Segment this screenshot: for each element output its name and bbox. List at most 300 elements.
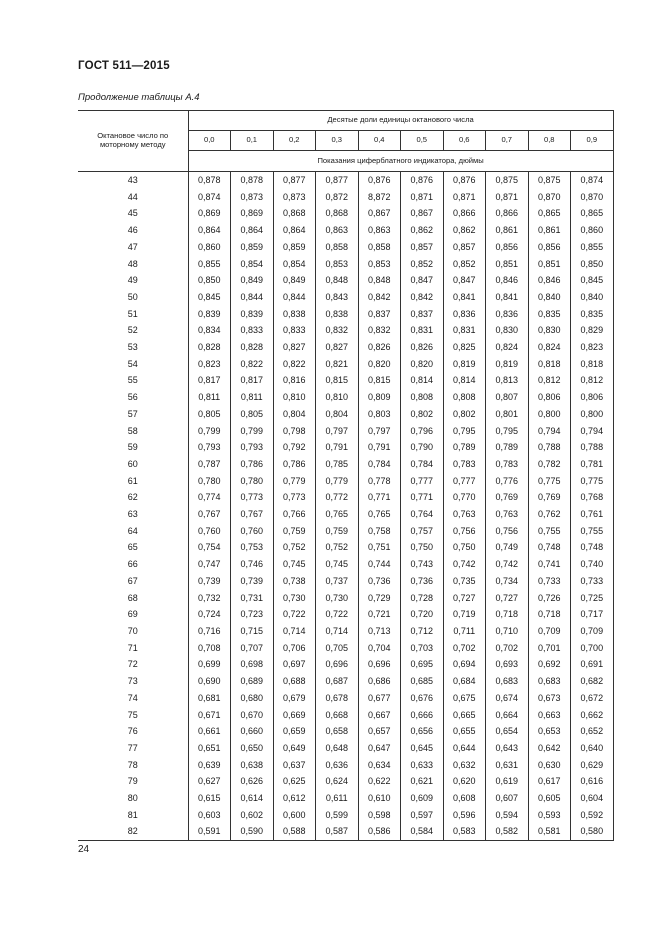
dial-value-cell: 0,766 xyxy=(273,506,316,523)
octane-number-cell: 69 xyxy=(78,606,188,623)
dial-value-cell: 0,870 xyxy=(528,189,571,206)
dial-value-cell: 0,871 xyxy=(401,189,444,206)
octane-number-cell: 71 xyxy=(78,640,188,657)
dial-value-cell: 0,713 xyxy=(358,623,401,640)
dial-value-cell: 0,727 xyxy=(486,590,529,607)
dial-value-cell: 0,820 xyxy=(358,356,401,373)
dial-value-cell: 0,806 xyxy=(528,389,571,406)
dial-value-cell: 0,863 xyxy=(316,222,359,239)
dial-value-cell: 0,835 xyxy=(528,306,571,323)
dial-value-cell: 0,736 xyxy=(358,573,401,590)
dial-value-cell: 0,866 xyxy=(486,205,529,222)
dial-value-cell: 0,684 xyxy=(443,673,486,690)
dial-value-cell: 0,870 xyxy=(571,189,614,206)
dial-value-cell: 0,745 xyxy=(316,556,359,573)
dial-value-cell: 0,805 xyxy=(231,406,274,423)
dial-value-cell: 0,686 xyxy=(358,673,401,690)
dial-value-cell: 0,659 xyxy=(273,723,316,740)
octane-number-cell: 52 xyxy=(78,322,188,339)
dial-value-cell: 0,621 xyxy=(401,773,444,790)
dial-value-cell: 0,798 xyxy=(273,423,316,440)
dial-value-cell: 0,769 xyxy=(486,489,529,506)
dial-value-cell: 0,831 xyxy=(401,322,444,339)
dial-value-cell: 0,773 xyxy=(273,489,316,506)
dial-value-cell: 0,735 xyxy=(443,573,486,590)
dial-value-cell: 0,722 xyxy=(316,606,359,623)
dial-value-cell: 0,781 xyxy=(571,456,614,473)
dial-value-cell: 0,674 xyxy=(486,690,529,707)
dial-value-cell: 0,603 xyxy=(188,807,231,824)
octane-number-cell: 44 xyxy=(78,189,188,206)
dial-value-cell: 0,666 xyxy=(401,707,444,724)
dial-value-cell: 0,675 xyxy=(443,690,486,707)
dial-value-cell: 0,828 xyxy=(231,339,274,356)
dial-value-cell: 0,867 xyxy=(401,205,444,222)
dial-value-cell: 0,750 xyxy=(401,539,444,556)
table-row xyxy=(78,372,613,389)
dial-value-cell: 0,824 xyxy=(528,339,571,356)
dial-value-cell: 0,639 xyxy=(188,757,231,774)
dial-value-cell: 0,692 xyxy=(528,656,571,673)
dial-value-cell: 0,747 xyxy=(188,556,231,573)
dial-value-cell: 0,598 xyxy=(358,807,401,824)
dial-value-cell: 0,741 xyxy=(528,556,571,573)
table-row xyxy=(78,322,613,339)
dial-value-cell: 0,607 xyxy=(486,790,529,807)
dial-value-cell: 0,848 xyxy=(316,272,359,289)
dial-value-cell: 0,784 xyxy=(358,456,401,473)
dial-value-cell: 0,852 xyxy=(401,256,444,273)
dial-value-cell: 0,837 xyxy=(401,306,444,323)
octane-number-cell: 59 xyxy=(78,439,188,456)
dial-value-cell: 0,857 xyxy=(401,239,444,256)
dial-value-cell: 0,758 xyxy=(358,523,401,540)
dial-value-cell: 0,838 xyxy=(316,306,359,323)
dial-value-cell: 0,821 xyxy=(316,356,359,373)
tenths-header-cell: 0,9 xyxy=(571,131,614,151)
dial-value-cell: 0,783 xyxy=(486,456,529,473)
octane-number-cell: 76 xyxy=(78,723,188,740)
dial-value-cell: 0,810 xyxy=(316,389,359,406)
tenths-header-cell: 0,3 xyxy=(316,131,359,151)
dial-value-cell: 0,877 xyxy=(273,172,316,189)
dial-value-cell: 0,703 xyxy=(401,640,444,657)
dial-value-cell: 0,827 xyxy=(316,339,359,356)
dial-value-cell: 0,865 xyxy=(528,205,571,222)
dial-value-cell: 0,746 xyxy=(231,556,274,573)
dial-value-cell: 0,864 xyxy=(231,222,274,239)
dial-value-cell: 0,779 xyxy=(316,473,359,490)
dial-value-cell: 0,759 xyxy=(273,523,316,540)
dial-value-cell: 0,661 xyxy=(188,723,231,740)
dial-value-cell: 0,697 xyxy=(273,656,316,673)
dial-value-cell: 0,792 xyxy=(273,439,316,456)
dial-value-cell: 0,721 xyxy=(358,606,401,623)
dial-value-cell: 0,709 xyxy=(571,623,614,640)
dial-value-cell: 0,799 xyxy=(231,423,274,440)
octane-number-cell: 82 xyxy=(78,823,188,840)
table-row xyxy=(78,256,613,273)
dial-value-cell: 0,597 xyxy=(401,807,444,824)
table-row xyxy=(78,723,613,740)
dial-value-cell: 0,604 xyxy=(571,790,614,807)
dial-value-cell: 0,818 xyxy=(528,356,571,373)
dial-value-cell: 0,732 xyxy=(188,590,231,607)
dial-value-cell: 0,780 xyxy=(188,473,231,490)
table-row xyxy=(78,456,613,473)
dial-value-cell: 0,757 xyxy=(401,523,444,540)
dial-value-cell: 0,841 xyxy=(443,289,486,306)
dial-value-cell: 0,714 xyxy=(273,623,316,640)
dial-value-cell: 0,862 xyxy=(443,222,486,239)
octane-number-cell: 53 xyxy=(78,339,188,356)
tenths-header-cell: 0,5 xyxy=(401,131,444,151)
dial-value-cell: 0,748 xyxy=(571,539,614,556)
dial-value-cell: 0,856 xyxy=(528,239,571,256)
dial-value-cell: 0,875 xyxy=(486,172,529,189)
dial-value-cell: 0,861 xyxy=(528,222,571,239)
dial-value-cell: 0,861 xyxy=(486,222,529,239)
dial-value-cell: 0,874 xyxy=(188,189,231,206)
dial-value-cell: 0,772 xyxy=(316,489,359,506)
dial-value-cell: 0,805 xyxy=(188,406,231,423)
dial-value-cell: 0,858 xyxy=(316,239,359,256)
dial-value-cell: 0,830 xyxy=(486,322,529,339)
table-row xyxy=(78,556,613,573)
dial-value-cell: 0,812 xyxy=(528,372,571,389)
octane-number-cell: 80 xyxy=(78,790,188,807)
dial-value-cell: 0,647 xyxy=(358,740,401,757)
dial-value-cell: 0,752 xyxy=(273,539,316,556)
table-row xyxy=(78,339,613,356)
dial-value-cell: 0,714 xyxy=(316,623,359,640)
octane-number-cell: 72 xyxy=(78,656,188,673)
dial-value-cell: 0,649 xyxy=(273,740,316,757)
dial-value-cell: 0,755 xyxy=(571,523,614,540)
dial-value-cell: 0,584 xyxy=(401,823,444,840)
dial-value-cell: 0,662 xyxy=(571,707,614,724)
dial-value-cell: 0,867 xyxy=(358,205,401,222)
dial-value-cell: 0,803 xyxy=(358,406,401,423)
dial-value-cell: 0,596 xyxy=(443,807,486,824)
dial-value-cell: 0,748 xyxy=(528,539,571,556)
dial-value-cell: 0,587 xyxy=(316,823,359,840)
dial-value-cell: 0,828 xyxy=(188,339,231,356)
dial-value-cell: 0,581 xyxy=(528,823,571,840)
dial-value-cell: 0,840 xyxy=(571,289,614,306)
octane-number-cell: 74 xyxy=(78,690,188,707)
dial-value-cell: 0,773 xyxy=(231,489,274,506)
dial-value-cell: 0,847 xyxy=(401,272,444,289)
dial-value-cell: 0,871 xyxy=(443,189,486,206)
dial-value-cell: 0,717 xyxy=(571,606,614,623)
dial-value-cell: 0,706 xyxy=(273,640,316,657)
dial-value-cell: 0,704 xyxy=(358,640,401,657)
dial-value-cell: 0,878 xyxy=(231,172,274,189)
dial-value-cell: 0,869 xyxy=(231,205,274,222)
dial-value-cell: 0,808 xyxy=(443,389,486,406)
table-row xyxy=(78,707,613,724)
dial-value-cell: 0,626 xyxy=(231,773,274,790)
dial-value-cell: 0,797 xyxy=(358,423,401,440)
octane-number-cell: 55 xyxy=(78,372,188,389)
table-row xyxy=(78,757,613,774)
dial-value-cell: 0,655 xyxy=(443,723,486,740)
table-row xyxy=(78,807,613,824)
octane-number-cell: 70 xyxy=(78,623,188,640)
dial-value-cell: 0,808 xyxy=(401,389,444,406)
dial-value-cell: 0,771 xyxy=(401,489,444,506)
dial-value-cell: 0,824 xyxy=(486,339,529,356)
table-row xyxy=(78,172,613,189)
dial-value-cell: 0,681 xyxy=(188,690,231,707)
table-row xyxy=(78,205,613,222)
dial-value-cell: 0,624 xyxy=(316,773,359,790)
octane-number-cell: 49 xyxy=(78,272,188,289)
dial-value-cell: 0,864 xyxy=(273,222,316,239)
dial-value-cell: 0,761 xyxy=(571,506,614,523)
dial-value-cell: 0,749 xyxy=(486,539,529,556)
dial-value-cell: 0,650 xyxy=(231,740,274,757)
dial-value-cell: 0,877 xyxy=(316,172,359,189)
dial-value-cell: 0,617 xyxy=(528,773,571,790)
dial-value-cell: 0,705 xyxy=(316,640,359,657)
table-row xyxy=(78,406,613,423)
octane-number-cell: 57 xyxy=(78,406,188,423)
dial-value-cell: 0,854 xyxy=(273,256,316,273)
dial-value-cell: 0,690 xyxy=(188,673,231,690)
dial-value-cell: 0,839 xyxy=(231,306,274,323)
dial-value-cell: 0,660 xyxy=(231,723,274,740)
dial-value-cell: 0,742 xyxy=(486,556,529,573)
dial-value-cell: 0,632 xyxy=(443,757,486,774)
dial-value-cell: 0,678 xyxy=(316,690,359,707)
dial-value-cell: 0,611 xyxy=(316,790,359,807)
dial-value-cell: 0,850 xyxy=(188,272,231,289)
dial-value-cell: 0,588 xyxy=(273,823,316,840)
dial-value-cell: 0,864 xyxy=(188,222,231,239)
dial-value-cell: 0,833 xyxy=(231,322,274,339)
octane-number-cell: 45 xyxy=(78,205,188,222)
dial-value-cell: 0,590 xyxy=(231,823,274,840)
dial-value-cell: 0,853 xyxy=(316,256,359,273)
dial-value-cell: 0,620 xyxy=(443,773,486,790)
dial-value-cell: 0,653 xyxy=(528,723,571,740)
octane-number-cell: 68 xyxy=(78,590,188,607)
dial-value-cell: 0,702 xyxy=(486,640,529,657)
dial-value-cell: 0,696 xyxy=(316,656,359,673)
dial-value-cell: 0,702 xyxy=(443,640,486,657)
dial-value-cell: 0,677 xyxy=(358,690,401,707)
dial-value-cell: 0,817 xyxy=(231,372,274,389)
dial-value-cell: 0,630 xyxy=(528,757,571,774)
dial-value-cell: 0,586 xyxy=(358,823,401,840)
dial-value-cell: 0,726 xyxy=(528,590,571,607)
dial-value-cell: 0,839 xyxy=(188,306,231,323)
dial-value-cell: 0,663 xyxy=(528,707,571,724)
dial-value-cell: 0,708 xyxy=(188,640,231,657)
tenths-header-cell: 0,8 xyxy=(528,131,571,151)
dial-value-cell: 0,729 xyxy=(358,590,401,607)
dial-value-cell: 0,783 xyxy=(443,456,486,473)
table-row xyxy=(78,356,613,373)
table-row xyxy=(78,640,613,657)
dial-value-cell: 0,605 xyxy=(528,790,571,807)
table-caption: Продолжение таблицы А.4 xyxy=(78,92,200,103)
dial-value-cell: 0,711 xyxy=(443,623,486,640)
dial-value-cell: 0,812 xyxy=(571,372,614,389)
dial-value-cell: 0,859 xyxy=(273,239,316,256)
dial-value-cell: 0,744 xyxy=(358,556,401,573)
dial-value-cell: 0,855 xyxy=(571,239,614,256)
dial-value-cell: 0,696 xyxy=(358,656,401,673)
dial-value-cell: 0,847 xyxy=(443,272,486,289)
octane-number-cell: 77 xyxy=(78,740,188,757)
dial-value-cell: 0,682 xyxy=(571,673,614,690)
dial-value-cell: 0,834 xyxy=(188,322,231,339)
dial-value-cell: 0,689 xyxy=(231,673,274,690)
dial-value-cell: 0,832 xyxy=(358,322,401,339)
dial-value-cell: 0,788 xyxy=(571,439,614,456)
dial-value-cell: 0,640 xyxy=(571,740,614,757)
table-row xyxy=(78,189,613,206)
dial-value-cell: 0,770 xyxy=(443,489,486,506)
dial-value-cell: 0,858 xyxy=(358,239,401,256)
dial-value-cell: 0,730 xyxy=(316,590,359,607)
dial-value-cell: 0,583 xyxy=(443,823,486,840)
table-row xyxy=(78,222,613,239)
dial-value-cell: 0,776 xyxy=(486,473,529,490)
dial-value-cell: 0,846 xyxy=(486,272,529,289)
dial-value-cell: 0,614 xyxy=(231,790,274,807)
table-row xyxy=(78,473,613,490)
octane-number-cell: 43 xyxy=(78,172,188,189)
dial-value-cell: 0,795 xyxy=(443,423,486,440)
octane-number-cell: 60 xyxy=(78,456,188,473)
dial-value-cell: 0,793 xyxy=(231,439,274,456)
table-row xyxy=(78,573,613,590)
dial-value-cell: 0,844 xyxy=(273,289,316,306)
dial-value-cell: 0,648 xyxy=(316,740,359,757)
dial-value-cell: 0,878 xyxy=(188,172,231,189)
dial-value-cell: 0,664 xyxy=(486,707,529,724)
dial-value-cell: 0,760 xyxy=(231,523,274,540)
dial-value-cell: 0,786 xyxy=(231,456,274,473)
dial-value-cell: 0,668 xyxy=(316,707,359,724)
table-row xyxy=(78,306,613,323)
dial-value-cell: 0,643 xyxy=(486,740,529,757)
dial-value-cell: 0,774 xyxy=(188,489,231,506)
dial-value-cell: 0,835 xyxy=(571,306,614,323)
dial-value-cell: 0,670 xyxy=(231,707,274,724)
dial-value-cell: 0,787 xyxy=(188,456,231,473)
table-row xyxy=(78,590,613,607)
dial-value-cell: 0,779 xyxy=(273,473,316,490)
dial-value-cell: 0,645 xyxy=(401,740,444,757)
dial-value-cell: 0,811 xyxy=(188,389,231,406)
dial-value-cell: 0,832 xyxy=(316,322,359,339)
table-row xyxy=(78,506,613,523)
dial-value-cell: 0,701 xyxy=(528,640,571,657)
dial-value-cell: 0,724 xyxy=(188,606,231,623)
dial-value-cell: 0,638 xyxy=(231,757,274,774)
dial-value-cell: 0,852 xyxy=(443,256,486,273)
dial-value-cell: 0,875 xyxy=(528,172,571,189)
dial-value-cell: 0,665 xyxy=(443,707,486,724)
dial-value-cell: 0,813 xyxy=(486,372,529,389)
dial-value-cell: 0,873 xyxy=(273,189,316,206)
dial-value-cell: 0,780 xyxy=(231,473,274,490)
dial-value-cell: 0,794 xyxy=(571,423,614,440)
dial-value-cell: 0,710 xyxy=(486,623,529,640)
dial-value-cell: 0,804 xyxy=(316,406,359,423)
dial-value-cell: 0,827 xyxy=(273,339,316,356)
octane-number-cell: 67 xyxy=(78,573,188,590)
dial-value-cell: 0,777 xyxy=(401,473,444,490)
dial-value-cell: 0,752 xyxy=(316,539,359,556)
dial-value-cell: 0,594 xyxy=(486,807,529,824)
dial-value-cell: 0,691 xyxy=(571,656,614,673)
table-row xyxy=(78,423,613,440)
table-row xyxy=(78,690,613,707)
dial-value-cell: 0,775 xyxy=(528,473,571,490)
dial-value-cell: 0,731 xyxy=(231,590,274,607)
dial-value-cell: 0,633 xyxy=(401,757,444,774)
dial-value-cell: 0,763 xyxy=(486,506,529,523)
dial-value-cell: 0,860 xyxy=(188,239,231,256)
dial-value-cell: 0,720 xyxy=(401,606,444,623)
dial-value-cell: 0,671 xyxy=(188,707,231,724)
dial-value-cell: 0,831 xyxy=(443,322,486,339)
dial-value-cell: 0,815 xyxy=(316,372,359,389)
dial-value-cell: 0,799 xyxy=(188,423,231,440)
document-title: ГОСТ 511—2015 xyxy=(78,60,170,72)
dial-value-cell: 0,823 xyxy=(188,356,231,373)
dial-value-cell: 0,795 xyxy=(486,423,529,440)
dial-value-cell: 0,785 xyxy=(316,456,359,473)
table-row xyxy=(78,389,613,406)
octane-column-header: Октановое число по моторному методу xyxy=(78,111,188,172)
dial-value-cell: 0,636 xyxy=(316,757,359,774)
dial-value-cell: 0,738 xyxy=(273,573,316,590)
dial-value-cell: 0,754 xyxy=(188,539,231,556)
table-row xyxy=(78,289,613,306)
dial-value-cell: 0,755 xyxy=(528,523,571,540)
tenths-group-header: Десятые доли единицы октанового числа xyxy=(188,111,613,131)
dial-value-cell: 0,845 xyxy=(571,272,614,289)
table-row xyxy=(78,673,613,690)
dial-value-cell: 0,612 xyxy=(273,790,316,807)
dial-value-cell: 0,582 xyxy=(486,823,529,840)
octane-number-cell: 51 xyxy=(78,306,188,323)
dial-value-cell: 0,797 xyxy=(316,423,359,440)
dial-value-cell: 0,657 xyxy=(358,723,401,740)
dial-value-cell: 0,811 xyxy=(231,389,274,406)
octane-number-cell: 66 xyxy=(78,556,188,573)
dial-value-cell: 0,734 xyxy=(486,573,529,590)
dial-value-cell: 0,622 xyxy=(358,773,401,790)
dial-value-cell: 0,722 xyxy=(273,606,316,623)
octane-number-cell: 78 xyxy=(78,757,188,774)
dial-value-cell: 0,823 xyxy=(571,339,614,356)
dial-value-cell: 0,837 xyxy=(358,306,401,323)
dial-value-cell: 0,669 xyxy=(273,707,316,724)
dial-value-cell: 0,743 xyxy=(401,556,444,573)
dial-value-cell: 0,593 xyxy=(528,807,571,824)
dial-value-cell: 0,725 xyxy=(571,590,614,607)
dial-value-cell: 0,767 xyxy=(188,506,231,523)
dial-value-cell: 0,851 xyxy=(486,256,529,273)
